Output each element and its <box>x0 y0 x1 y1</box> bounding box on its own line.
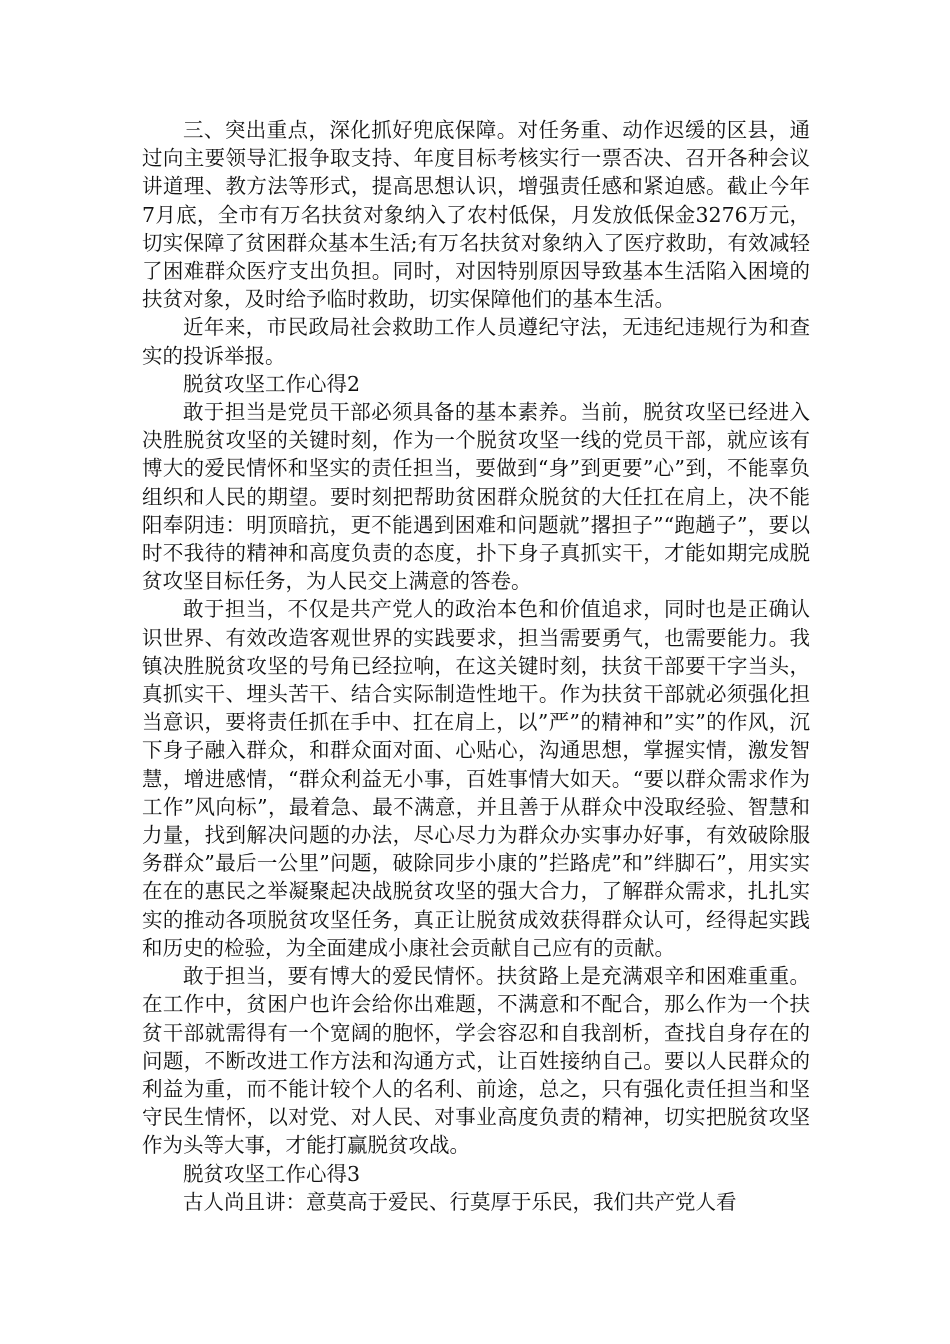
section-heading-3: 脱贫攻坚工作心得3 <box>183 1161 361 1186</box>
paragraph-courage: 敢于担当，不仅是共产党人的政治本色和价值追求，同时也是正确认识世界、有效改造客观世界的实践要求，担当需要勇气，也需要能力。我镇决胜脱贫攻坚的号角已经拉响，在这关键时刻，扶贫干部要干字当头，真抓实干、埋头苦干、结合实际制造性地干。作为扶贫干部就必须强化担当意识，要将责任抓在手中、扛在肩上，以”严”的精神和”实”的作风，沉下身子融入群众，和群众面对面、心贴心，沟通思想，掌握实情，激发智慧，增进感情，“群众利益无小事，百姓事情大如天。“要以群众需求作为工作”风向标”，最着急、最不满意，并且善于从群众中没取经验、智慧和力量，找到解决问题的办法，尽心尽力为群众办实事办好事，有效破除服务群众”最后一公里”问题，破除同步小康的”拦路虎”和”绊脚石”，用实实在在的惠民之举凝聚起决战脱贫攻坚的强大合力，了解群众需求，扎扎实实的推动各项脱贫攻坚任务，真正让脱贫成效获得群众认可，经得起实践和历史的检验，为全面建成小康社会贡献自己应有的贡献。 <box>142 597 810 960</box>
document-body <box>142 116 810 1216</box>
paragraph-safety-net: 三、突出重点，深化抓好兜底保障。对任务重、动作迟缓的区县，通过向主要领导汇报争取支持、年度目标考核实行一票否决、召开各种会议讲道理、教方法等形式，提高思想认识，增强责任感和紧迫感。截止今年7月底，全市有万名扶贫对象纳入了农村低保，月发放低保金3276万元，切实保障了贫困群众基本生活;有万名扶贫对象纳入了医疗救助，有效减轻了困难群众医疗支出负担。同时，对因特别原因导致基本生活陷入困境的扶贫对象，及时给予临时救助，切实保障他们的基本生活。 <box>142 118 810 312</box>
paragraph-responsibility: 敢于担当是党员干部必须具备的基本素养。当前，脱贫攻坚已经进入决胜脱贫攻坚的关键时刻，作为一个脱贫攻坚一线的党员干部，就应该有博大的爱民情怀和坚实的责任担当，要做到“身”到更要”心”到，不能辜负组织和人民的期望。要时刻把帮助贫困群众脱贫的大任扛在肩上，决不能阳奉阴违：明顶暗抗，更不能遇到困难和问题就”撂担子”“跑趟子”，要以时不我待的精神和高度负责的态度，扑下身子真抓实干，才能如期完成脱贫攻坚目标任务，为人民交上满意的答卷。 <box>142 400 810 594</box>
paragraph-ancients: 古人尚且讲：意莫高于爱民、行莫厚于乐民，我们共产党人看 <box>183 1189 737 1214</box>
section-heading-2: 脱贫攻坚工作心得2 <box>183 371 361 396</box>
paragraph-compassion: 敢于担当，要有博大的爱民情怀。扶贫路上是充满艰辛和困难重重。在工作中，贫困户也许会给你出难题，不满意和不配合，那么作为一个扶贫干部就需得有一个宽阔的胞怀，学会容忍和自我剖析，查找自身存在的问题，不断改进工作方法和沟通方式，让百姓接纳自己。要以人民群众的利益为重，而不能计较个人的名利、前途，总之，只有强化责任担当和坚守民生情怀，以对党、对人民、对事业高度负责的精神，切实把脱贫攻坚作为头等大事，才能打赢脱贫攻战。 <box>142 964 810 1158</box>
paragraph-discipline: 近年来，市民政局社会救助工作人员遵纪守法，无违纪违规行为和查实的投诉举报。 <box>142 315 810 368</box>
